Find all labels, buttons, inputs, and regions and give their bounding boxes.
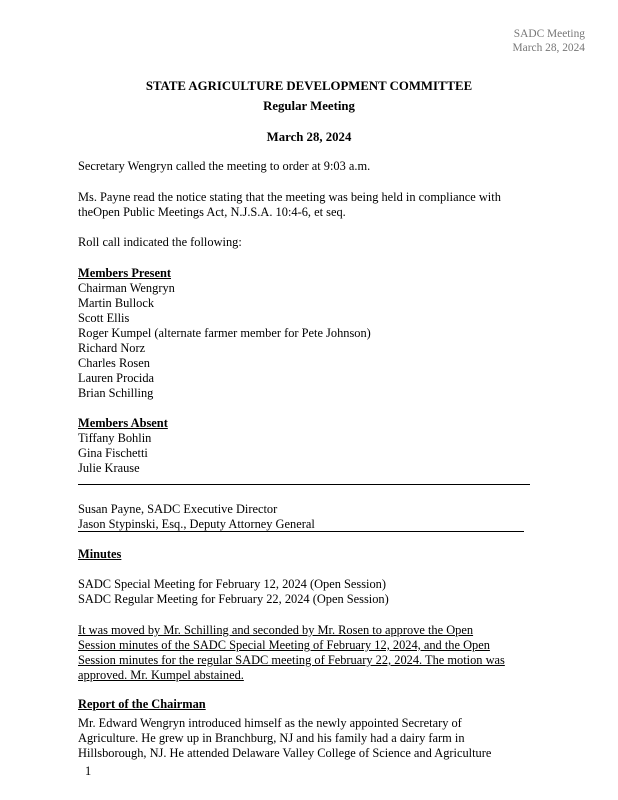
section-divider [78,484,530,485]
meeting-date: March 28, 2024 [266,130,352,144]
header-title: SADC Meeting [513,28,585,40]
page-number: 1 [85,764,92,778]
motion-line: Session minutes of the SADC Special Meeting of February 12, 2024, and the Open [78,638,490,652]
call-to-order: Secretary Wengryn called the meeting to order at 9:03 a.m. [78,159,371,173]
meeting-type: Regular Meeting [263,99,355,113]
member-absent: Julie Krause [78,461,140,475]
minutes-heading: Minutes [78,547,122,561]
member-present: Martin Bullock [78,296,155,310]
member-present: Scott Ellis [78,311,130,325]
member-present: Richard Norz [78,341,146,355]
member-present: Roger Kumpel (alternate farmer member for Pete Johnson) [78,326,371,340]
motion-line: It was moved by Mr. Schilling and seconded by Mr. Rosen to approve the Open [78,623,474,637]
header-date: March 28, 2024 [512,42,585,54]
notice-line-1: Ms. Payne read the notice stating that the meeting was being held in compliance with [78,190,501,204]
roll-call: Roll call indicated the following: [78,235,242,249]
notice-line-2: theOpen Public Meetings Act, N.J.S.A. 10:4-6, et seq. [78,205,346,219]
member-absent: Gina Fischetti [78,446,148,460]
chairman-report-heading: Report of the Chairman [78,697,206,711]
report-line: Agriculture. He grew up in Branchburg, NJ and his family had a dairy farm in [78,731,465,745]
motion-line: approved. Mr. Kumpel abstained. [78,668,244,682]
minutes-item: SADC Special Meeting for February 12, 2024 (Open Session) [78,577,386,591]
report-line: Hillsborough, NJ. He attended Delaware Valley College of Science and Agriculture [78,746,492,760]
member-present: Lauren Procida [78,371,155,385]
member-present: Brian Schilling [78,386,154,400]
member-present: Chairman Wengryn [78,281,175,295]
member-present: Charles Rosen [78,356,150,370]
staff-director: Susan Payne, SADC Executive Director [78,502,278,516]
members-absent-heading: Members Absent [78,416,168,430]
report-line: Mr. Edward Wengryn introduced himself as the newly appointed Secretary of [78,716,462,730]
member-absent: Tiffany Bohlin [78,431,152,445]
motion-line: Session minutes for the regular SADC meeting of February 22, 2024. The motion was [78,653,505,667]
running-header [513,27,585,55]
members-present-heading: Members Present [78,266,172,280]
minutes-item: SADC Regular Meeting for February 22, 2024 (Open Session) [78,592,389,606]
staff-attorney: Jason Stypinski, Esq., Deputy Attorney General [78,517,524,532]
document-title: STATE AGRICULTURE DEVELOPMENT COMMITTEE [145,79,473,93]
